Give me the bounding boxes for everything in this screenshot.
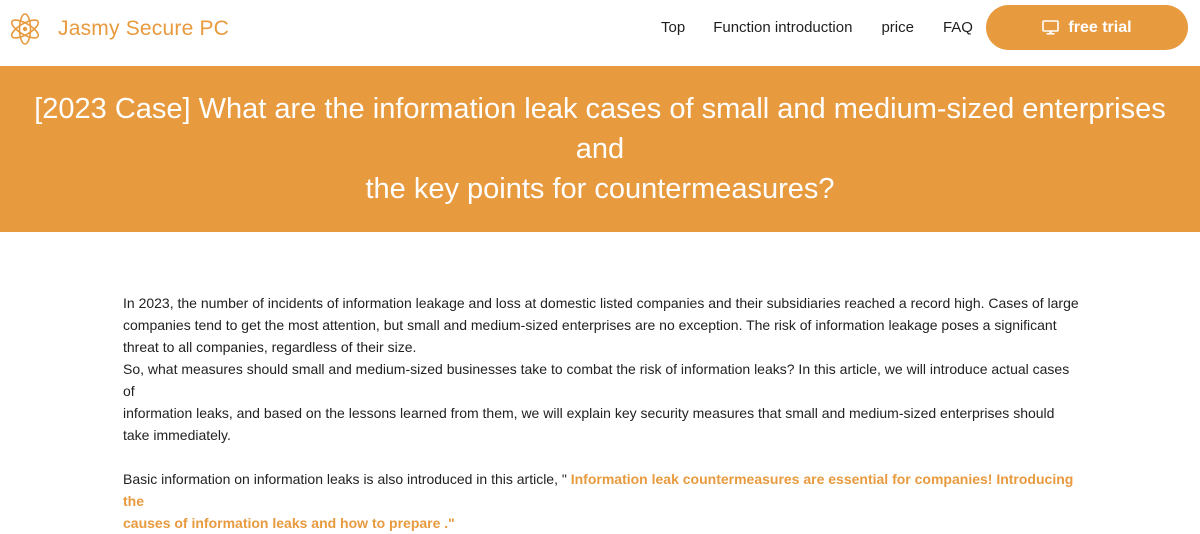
nav-function-introduction[interactable]: Function introduction	[713, 18, 853, 36]
free-trial-button[interactable]	[986, 5, 1188, 50]
free-trial-label: free trial	[1068, 18, 1132, 36]
related-article-paragraph	[123, 468, 1083, 534]
intro-line-4: So, what measures should small and medium-sized businesses take to combat the risk of information leaks? In this article, we will introduce actual cases of	[123, 361, 1070, 399]
page-title-line-2: the key points for countermeasures?	[365, 173, 835, 205]
main-nav	[661, 0, 973, 54]
jasmy-logo-icon	[6, 10, 44, 48]
hero-banner	[0, 66, 1200, 232]
site-header	[0, 0, 1200, 66]
page-title	[0, 89, 1200, 209]
page-title-line-1: [2023 Case] What are the information leak cases of small and medium-sized enterprises and	[34, 93, 1166, 165]
monitor-icon	[1042, 20, 1059, 35]
nav-faq[interactable]: FAQ	[942, 18, 973, 36]
intro-line-3: threat to all companies, regardless of their size.	[123, 339, 417, 355]
article-body	[123, 292, 1083, 534]
related-article-link-line-2: causes of information leaks and how to prepare ."	[123, 515, 455, 531]
logo-link[interactable]	[6, 10, 229, 48]
intro-line-1: In 2023, the number of incidents of information leakage and loss at domestic listed companies and their subsidiaries reached a record high. Cases of large	[123, 295, 1079, 311]
related-article-prefix: Basic information on information leaks is also introduced in this article, "	[123, 471, 571, 487]
nav-top[interactable]: Top	[661, 18, 686, 36]
brand-name: Jasmy Secure PC	[58, 17, 230, 40]
related-article-link-line-1: Information leak countermeasures are essential for companies! Introducing the	[123, 471, 1074, 509]
intro-paragraph	[123, 292, 1083, 446]
intro-line-6: take immediately.	[123, 427, 231, 443]
nav-price[interactable]: price	[881, 18, 914, 36]
intro-line-2: companies tend to get the most attention, but small and medium-sized enterprises are no exception. The risk of information leakage poses a significant	[123, 317, 1057, 333]
intro-line-5: information leaks, and based on the lessons learned from them, we will explain key security measures that small and medium-sized enterprises should	[123, 405, 1055, 421]
